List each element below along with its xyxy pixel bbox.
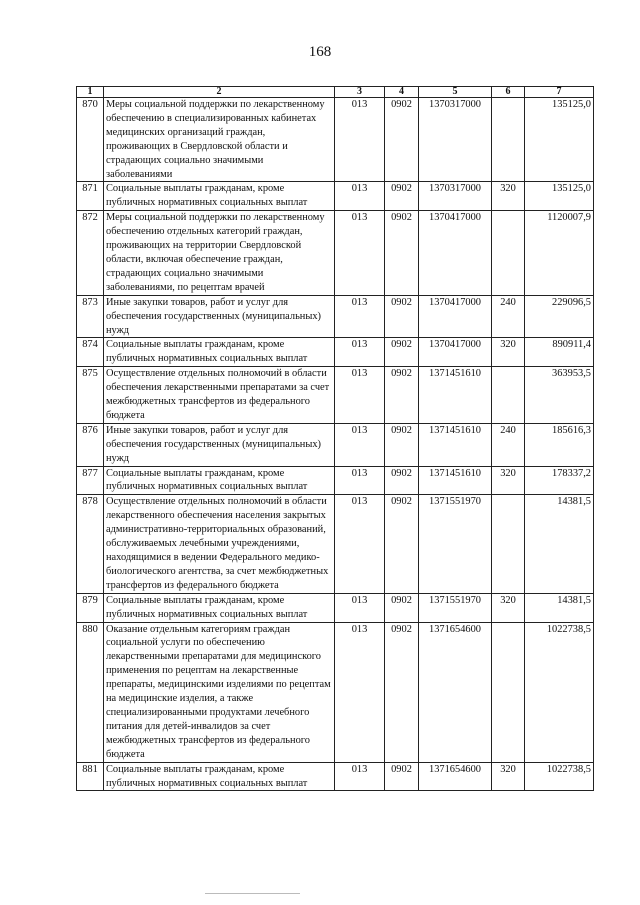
row-amount: 178337,2: [525, 466, 594, 495]
row-number: 879: [77, 593, 104, 622]
row-code-5: 1370417000: [419, 295, 492, 338]
row-code-6: 320: [492, 182, 525, 211]
budget-table: [76, 86, 594, 791]
row-code-4: 0902: [385, 367, 419, 424]
row-name: Социальные выплаты гражданам, кроме публичных нормативных социальных выплат: [104, 593, 335, 622]
row-name: Социальные выплаты гражданам, кроме публичных нормативных социальных выплат: [104, 182, 335, 211]
table-row: [77, 495, 594, 593]
row-code-6: [492, 367, 525, 424]
row-code-3: 013: [335, 211, 385, 295]
table-row: [77, 762, 594, 791]
table-row: [77, 423, 594, 466]
row-amount: 1022738,5: [525, 762, 594, 791]
header-col-1: 1: [77, 87, 104, 98]
row-name: Осуществление отдельных полномочий в области лекарственного обеспечения населения закрытых административно-территориальных образований, обслуживаемых лечебными учреждениями, находящимися в ведении Федерального медико-биологического агентства, за счет межбюджетных трансфертов из федерального бюджета: [104, 495, 335, 593]
row-code-5: 1371654600: [419, 762, 492, 791]
table-row: [77, 593, 594, 622]
row-code-3: 013: [335, 495, 385, 593]
row-code-3: 013: [335, 98, 385, 182]
row-amount: 185616,3: [525, 423, 594, 466]
row-number: 873: [77, 295, 104, 338]
row-code-4: 0902: [385, 466, 419, 495]
row-code-5: 1370417000: [419, 211, 492, 295]
row-code-6: 240: [492, 295, 525, 338]
row-code-3: 013: [335, 295, 385, 338]
row-name: Меры социальной поддержки по лекарственному обеспечению в специализированных кабинетах медицинских организаций граждан, проживающих в Свердловской области и страдающих социально значимыми заболеваниями: [104, 98, 335, 182]
row-code-5: 1371451610: [419, 466, 492, 495]
row-code-6: [492, 622, 525, 762]
table-row: [77, 466, 594, 495]
row-number: 875: [77, 367, 104, 424]
row-code-4: 0902: [385, 423, 419, 466]
row-code-3: 013: [335, 622, 385, 762]
table-row: [77, 295, 594, 338]
row-number: 880: [77, 622, 104, 762]
row-number: 877: [77, 466, 104, 495]
row-code-4: 0902: [385, 338, 419, 367]
row-name: Иные закупки товаров, работ и услуг для обеспечения государственных (муниципальных) нужд: [104, 423, 335, 466]
row-name: Осуществление отдельных полномочий в области обеспечения лекарственными препаратами за счет межбюджетных трансфертов из федерального бюджета: [104, 367, 335, 424]
header-col-6: 6: [492, 87, 525, 98]
row-number: 870: [77, 98, 104, 182]
row-name: Оказание отдельным категориям граждан социальной услуги по обеспечению лекарственными препаратами для медицинского применения по рецептам на лекарственные препараты, медицинскими изделиями по рецептам на медицинские изделия, а также специализированными продуктами лечебного питания для детей-инвалидов за счет межбюджетных трансфертов из федерального бюджета: [104, 622, 335, 762]
row-code-5: 1371551970: [419, 495, 492, 593]
row-number: 874: [77, 338, 104, 367]
row-name: Меры социальной поддержки по лекарственному обеспечению отдельных категорий граждан, проживающих на территории Свердловской области, включая обеспечение граждан, страдающих социально значимыми заболеваниями, по рецептам врачей: [104, 211, 335, 295]
row-code-4: 0902: [385, 211, 419, 295]
row-number: 881: [77, 762, 104, 791]
row-code-3: 013: [335, 593, 385, 622]
row-amount: 14381,5: [525, 593, 594, 622]
row-code-3: 013: [335, 762, 385, 791]
table-row: [77, 338, 594, 367]
row-code-6: 320: [492, 338, 525, 367]
scan-artifact-line: [205, 893, 300, 894]
row-code-6: 320: [492, 466, 525, 495]
page-number: 168: [308, 44, 332, 60]
row-code-3: 013: [335, 367, 385, 424]
row-number: 871: [77, 182, 104, 211]
row-amount: 363953,5: [525, 367, 594, 424]
row-amount: 1120007,9: [525, 211, 594, 295]
row-name: Социальные выплаты гражданам, кроме публичных нормативных социальных выплат: [104, 338, 335, 367]
table-row: [77, 98, 594, 182]
table-row: [77, 367, 594, 424]
row-code-6: 240: [492, 423, 525, 466]
row-amount: 135125,0: [525, 182, 594, 211]
row-code-4: 0902: [385, 495, 419, 593]
row-code-5: 1371654600: [419, 622, 492, 762]
row-code-5: 1370417000: [419, 338, 492, 367]
row-code-5: 1371451610: [419, 423, 492, 466]
table-row: [77, 622, 594, 762]
row-code-6: 320: [492, 593, 525, 622]
row-number: 872: [77, 211, 104, 295]
row-number: 876: [77, 423, 104, 466]
row-code-5: 1371551970: [419, 593, 492, 622]
header-row: [77, 87, 594, 98]
row-code-5: 1370317000: [419, 98, 492, 182]
row-name: Иные закупки товаров, работ и услуг для обеспечения государственных (муниципальных) нужд: [104, 295, 335, 338]
row-amount: 229096,5: [525, 295, 594, 338]
row-code-3: 013: [335, 466, 385, 495]
header-col-4: 4: [385, 87, 419, 98]
row-amount: 14381,5: [525, 495, 594, 593]
row-code-3: 013: [335, 182, 385, 211]
row-name: Социальные выплаты гражданам, кроме публичных нормативных социальных выплат: [104, 466, 335, 495]
row-code-5: 1370317000: [419, 182, 492, 211]
row-code-3: 013: [335, 423, 385, 466]
header-col-5: 5: [419, 87, 492, 98]
row-code-6: [492, 495, 525, 593]
header-col-2: 2: [104, 87, 335, 98]
row-code-6: 320: [492, 762, 525, 791]
row-amount: 890911,4: [525, 338, 594, 367]
row-amount: 1022738,5: [525, 622, 594, 762]
row-code-6: [492, 211, 525, 295]
row-code-3: 013: [335, 338, 385, 367]
row-code-4: 0902: [385, 182, 419, 211]
row-code-4: 0902: [385, 295, 419, 338]
row-amount: 135125,0: [525, 98, 594, 182]
row-code-5: 1371451610: [419, 367, 492, 424]
header-col-3: 3: [335, 87, 385, 98]
table-row: [77, 182, 594, 211]
row-number: 878: [77, 495, 104, 593]
row-code-4: 0902: [385, 593, 419, 622]
row-code-4: 0902: [385, 622, 419, 762]
row-code-4: 0902: [385, 98, 419, 182]
table-row: [77, 211, 594, 295]
header-col-7: 7: [525, 87, 594, 98]
row-code-4: 0902: [385, 762, 419, 791]
row-code-6: [492, 98, 525, 182]
row-name: Социальные выплаты гражданам, кроме публичных нормативных социальных выплат: [104, 762, 335, 791]
